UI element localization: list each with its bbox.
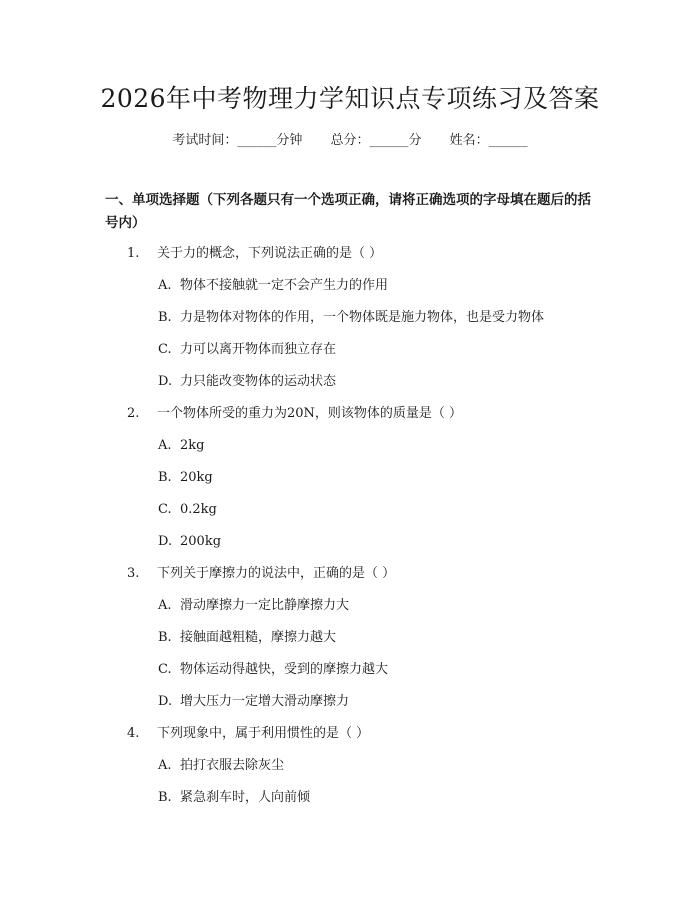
question-1 xyxy=(127,244,382,264)
option-letter: C. xyxy=(158,502,172,517)
option-text: 0.2kg xyxy=(180,502,217,517)
question-number: 2. xyxy=(127,406,140,421)
question-text: 下列现象中，属于利用惯性的是（ ） xyxy=(157,726,370,741)
option-text: 紧急刹车时，人向前倾 xyxy=(180,790,311,805)
question-1-option-a xyxy=(158,276,388,296)
question-3-option-d xyxy=(158,692,349,712)
option-letter: D. xyxy=(158,694,173,709)
question-text: 一个物体所受的重力为20N，则该物体的质量是（ ） xyxy=(157,406,463,421)
option-letter: A. xyxy=(158,278,172,293)
question-2-option-a xyxy=(158,436,204,456)
option-text: 物体不接触就一定不会产生力的作用 xyxy=(180,278,389,293)
total-score-field: 总分：______分 xyxy=(330,133,422,148)
student-name-field: 姓名：______ xyxy=(449,133,528,148)
question-text: 关于力的概念，下列说法正确的是（ ） xyxy=(157,246,383,261)
option-letter: D. xyxy=(158,534,173,549)
option-letter: A. xyxy=(158,438,172,453)
question-1-option-d xyxy=(158,372,336,392)
option-letter: D. xyxy=(158,374,173,389)
option-text: 力是物体对物体的作用，一个物体既是施力物体，也是受力物体 xyxy=(180,310,545,325)
question-number: 4. xyxy=(127,726,140,741)
question-4-option-a xyxy=(158,756,284,776)
option-text: 力只能改变物体的运动状态 xyxy=(180,374,337,389)
option-letter: A. xyxy=(158,598,172,613)
question-text: 下列关于摩擦力的说法中，正确的是（ ） xyxy=(157,566,396,581)
document-title: 2026年中考物理力学知识点专项练习及答案 xyxy=(100,84,600,113)
question-2-option-b xyxy=(158,468,213,488)
option-letter: C. xyxy=(158,662,172,677)
option-text: 物体运动得越快，受到的摩擦力越大 xyxy=(180,662,389,677)
question-3-option-c xyxy=(158,660,388,680)
question-1-option-c xyxy=(158,340,336,360)
option-letter: C. xyxy=(158,342,172,357)
section-heading: 一、单项选择题（下列各题只有一个选项正确，请将正确选项的字母填在题后的括号内） xyxy=(105,192,591,231)
option-text: 增大压力一定增大滑动摩擦力 xyxy=(180,694,350,709)
question-3-option-a xyxy=(158,596,349,616)
option-text: 拍打衣服去除灰尘 xyxy=(180,758,285,773)
option-text: 滑动摩擦力一定比静摩擦力大 xyxy=(180,598,350,613)
option-text: 接触面越粗糙，摩擦力越大 xyxy=(180,630,337,645)
question-4 xyxy=(127,724,369,744)
question-2-option-c xyxy=(158,500,217,520)
question-1-option-b xyxy=(158,308,544,328)
question-3-option-b xyxy=(158,628,336,648)
option-letter: B. xyxy=(158,470,172,485)
exam-info-line xyxy=(0,131,700,151)
question-number: 1. xyxy=(127,246,140,261)
question-number: 3. xyxy=(127,566,140,581)
option-letter: B. xyxy=(158,790,172,805)
exam-time-field: 考试时间：______分钟 xyxy=(172,133,303,148)
question-4-option-b xyxy=(158,788,310,808)
option-letter: B. xyxy=(158,310,172,325)
option-text: 力可以离开物体而独立存在 xyxy=(180,342,337,357)
question-3 xyxy=(127,564,395,584)
question-2 xyxy=(127,404,462,424)
option-letter: A. xyxy=(158,758,172,773)
option-letter: B. xyxy=(158,630,172,645)
option-text: 20kg xyxy=(180,470,213,485)
question-2-option-d xyxy=(158,532,221,552)
option-text: 2kg xyxy=(180,438,205,453)
option-text: 200kg xyxy=(180,534,222,549)
